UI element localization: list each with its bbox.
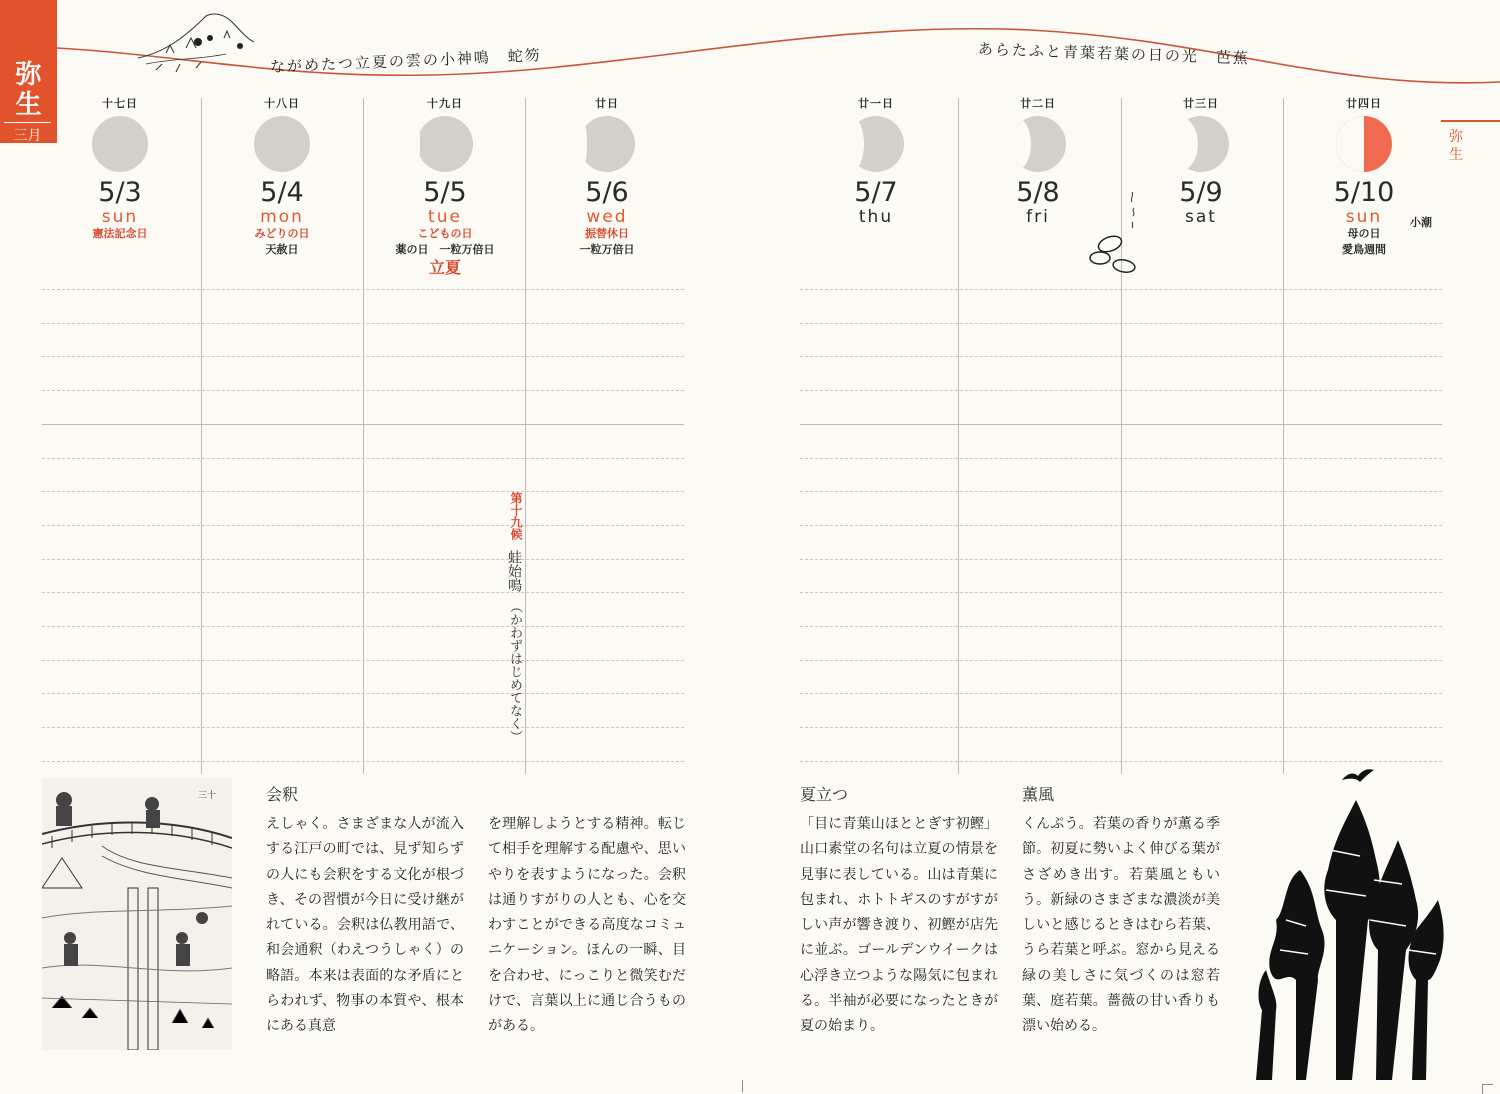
column-divider (958, 98, 959, 774)
weekday-label: sun (1345, 207, 1383, 227)
date-label: 5/8 (1016, 177, 1060, 208)
date-label: 5/10 (1333, 177, 1395, 208)
calendar-event: 一粒万倍日 (579, 243, 635, 256)
note-line (42, 289, 684, 290)
date-label: 5/3 (98, 177, 142, 208)
day-column-header (202, 96, 362, 258)
note-line (800, 693, 1442, 694)
column-divider (1283, 98, 1284, 774)
note-line (42, 727, 684, 728)
date-label: 5/5 (423, 177, 467, 208)
lunar-day-label: 廿一日 (858, 97, 894, 110)
note-line (800, 424, 1442, 425)
side-tab-kanji: 弥 (1449, 129, 1463, 145)
moon-phase-icon (848, 116, 904, 172)
note-line (800, 289, 1442, 290)
note-line (800, 458, 1442, 459)
weekday-label: sat (1185, 207, 1217, 227)
calendar-event: 母の日 (1347, 227, 1381, 240)
note-line (800, 626, 1442, 627)
forest-illustration (1256, 800, 1446, 1082)
haiku-left: ながめたつ立夏の雲の小神鳴 蛇笏 (269, 46, 543, 76)
calendar-event: みどりの日 (254, 227, 310, 240)
article-title-natsudatsu: 夏立つ (800, 785, 849, 804)
note-line (800, 525, 1442, 526)
article-title-kunpu: 薫風 (1022, 785, 1055, 804)
lunar-day-label: 十八日 (264, 97, 300, 110)
moon-phase-icon (254, 116, 310, 172)
month-tab-kanji: 弥 (15, 60, 42, 90)
lunar-day-label: 廿三日 (1183, 97, 1219, 110)
date-label: 5/4 (260, 177, 304, 208)
date-label: 5/6 (585, 177, 629, 208)
note-line (42, 693, 684, 694)
weekday-label: mon (260, 207, 304, 227)
note-line (42, 592, 684, 593)
lunar-day-label: 十九日 (427, 97, 463, 110)
weekday-label: tue (428, 207, 462, 227)
column-divider (201, 98, 202, 774)
moon-shadow (579, 116, 587, 172)
note-line (42, 323, 684, 324)
gutter-mark (742, 1080, 743, 1092)
swallow-icon (1340, 766, 1376, 786)
note-line (42, 761, 684, 762)
moon-phase-icon (92, 116, 148, 172)
note-line (42, 626, 684, 627)
weekday-label: sun (101, 207, 139, 227)
date-label: 5/7 (854, 177, 898, 208)
moon-phase-icon (1336, 116, 1392, 172)
article-eshaku-col2: を理解しようとする精神。転じて相手を理解する配慮や、思いやりを表すようになった。会釈は通りすがりの人とも、心を交わすことができる高度なコミュニケーション。ほんの一瞬、目を合わせ、にっこりと微笑むだけで、言葉以上に通じ合うものがある。 (488, 816, 686, 1035)
date-label: 5/9 (1179, 177, 1223, 208)
note-line (42, 559, 684, 560)
note-line (800, 356, 1442, 357)
sekki-name: 蛙始鳴 (506, 550, 522, 592)
moon-phase-icon (1010, 116, 1066, 172)
note-line (42, 525, 684, 526)
lunar-day-label: 廿二日 (1020, 97, 1056, 110)
note-line (42, 356, 684, 357)
note-line (800, 761, 1442, 762)
article-eshaku-col1: えしゃく。さまざまな人が流入する江戸の町では、見ず知らずの人にも会釈をする文化が根づき、その習慣が今日に受け継がれている。会釈は仏教用語で、和会通釈（わえつうしゃく）の略語。本来は表面的な矛盾にとらわれず、物事の本質や、根本にある真意 (266, 816, 464, 1035)
calendar-event: 薬の日 一粒万倍日 (395, 243, 495, 256)
day-column-header (527, 96, 687, 258)
day-column-header (796, 96, 956, 226)
moon-shadow (417, 116, 420, 172)
note-line (800, 660, 1442, 661)
article-natsudatsu-body: 「目に青葉山ほととぎす初鰹」山口素堂の名句は立夏の情景を見事に表している。山は青葉に包まれ、ホトトギスのすがすがしい声が響き渡り、初鰹が店先に並ぶ。ゴールデンウイークは心浮き立つような陽気に包まれる。半袖が必要になったときが夏の始まり。 (800, 816, 998, 1035)
note-line (800, 592, 1442, 593)
day-column-header (1284, 96, 1444, 258)
lunar-day-label: 廿日 (595, 97, 619, 110)
side-tab-kanji: 生 (1449, 147, 1463, 163)
calendar-event: 憲法記念日 (92, 227, 148, 240)
calendar-event: 立夏 (428, 258, 461, 277)
side-month-tab (1441, 120, 1500, 182)
calendar-event: 愛鳥週間 (1342, 243, 1386, 256)
tide-note: 小潮 (1410, 216, 1432, 229)
day-column-header (40, 96, 200, 242)
moon-shadow (1336, 116, 1364, 172)
lunar-day-label: 廿四日 (1346, 97, 1382, 110)
moon-phase-icon (579, 116, 635, 172)
note-line (800, 390, 1442, 391)
note-line (800, 559, 1442, 560)
geta-sketch-icon (1088, 188, 1148, 280)
note-line (800, 323, 1442, 324)
column-divider (363, 98, 364, 774)
article-kunpu-body: くんぷう。若葉の香りが薫る季節。初夏に勢いよく伸びる葉がさざめき出す。若葉風ともいう。新緑のさまざまな濃淡が美しいと感じるときはむら若葉、うら若葉と呼ぶ。窓から見える緑の美しさに気づくのは窓若葉、庭若葉。薔薇の甘い香りも漂い始める。 (1022, 816, 1220, 1035)
note-line (42, 458, 684, 459)
note-line (800, 727, 1442, 728)
note-line (800, 491, 1442, 492)
day-column-header (365, 96, 525, 278)
bridge-illustration (42, 778, 232, 1050)
moon-phase-icon (417, 116, 473, 172)
note-line (42, 390, 684, 391)
mountain-sketch-icon (136, 8, 256, 76)
month-tab-sub: 三月 (4, 122, 51, 145)
calendar-event: こどもの日 (417, 227, 473, 240)
moon-shadow (1173, 116, 1198, 172)
note-line (42, 424, 684, 425)
sekki-label: 第十九候 (509, 492, 523, 540)
svg-text:三十: 三十 (198, 791, 217, 801)
calendar-event: 振替休日 (585, 227, 629, 240)
weekday-label: wed (586, 207, 628, 227)
calendar-event: 天赦日 (265, 243, 299, 256)
lunar-day-label: 十七日 (102, 97, 138, 110)
note-line (42, 491, 684, 492)
sekki-reading: （かわずはじめてなく） (507, 600, 522, 743)
month-tab-kanji: 生 (15, 90, 42, 120)
article-title-eshaku: 会釈 (266, 785, 299, 804)
moon-shadow (1010, 116, 1031, 172)
note-line (42, 660, 684, 661)
moon-phase-icon (1173, 116, 1229, 172)
weekday-label: thu (858, 207, 894, 227)
weekday-label: fri (1026, 207, 1050, 227)
haiku-right: あらたふと青葉若葉の日の光 芭蕉 (977, 40, 1251, 68)
moon-shadow (848, 116, 864, 172)
column-divider (525, 98, 526, 774)
